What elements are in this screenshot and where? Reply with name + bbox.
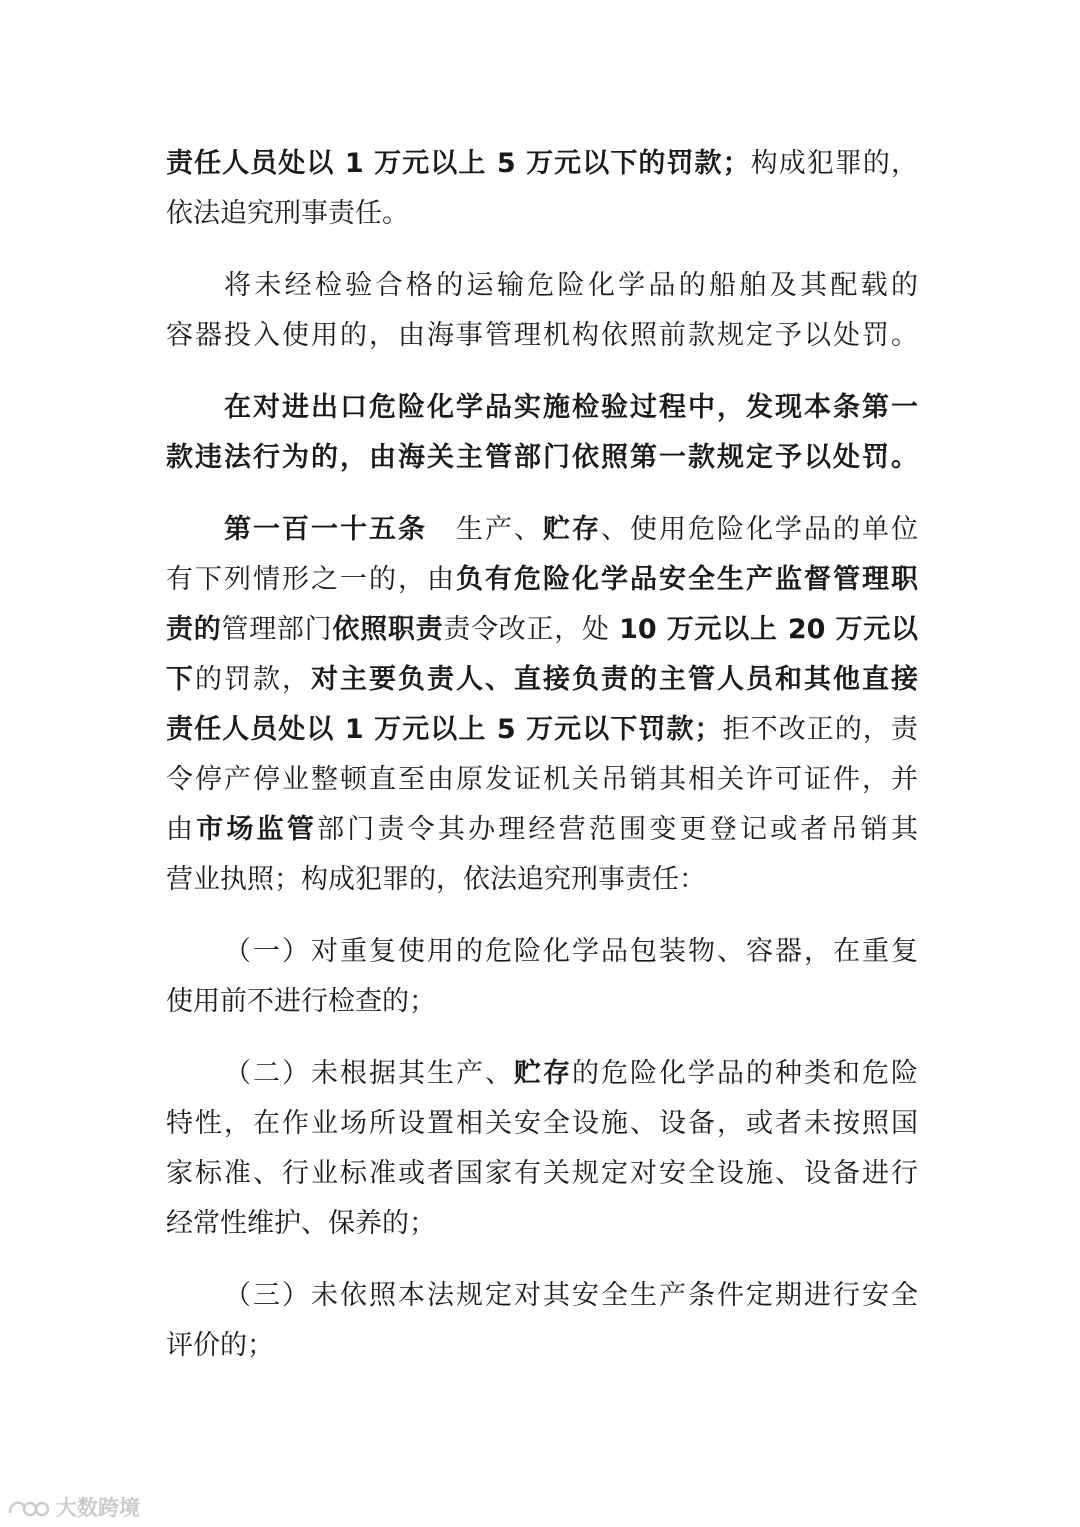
text-line [166, 1099, 918, 1149]
text-run: 有下列情形之一的，由 [166, 564, 456, 595]
list-item-2 [166, 1049, 918, 1249]
bold-run: 下 [166, 664, 195, 695]
paragraph-1 [166, 139, 918, 239]
text-line [166, 189, 918, 239]
text-run: 将未经检验合格的运输危险化学品的船舶及其配载的 [224, 270, 918, 301]
text-run: 的危险化学品的种类和危险 [572, 1058, 918, 1089]
text-run: 令停产停业整顿直至由原发证机关吊销其相关许可证件，并 [166, 764, 918, 795]
text-run: 营业执照；构成犯罪的，依法追究刑事责任： [166, 864, 706, 895]
bold-run: 款违法行为的，由海关主管部门依照第一款规定予以处罚。 [166, 442, 918, 473]
text-line [166, 1321, 918, 1371]
text-run: 责令改正，处 [443, 614, 620, 645]
bold-run: 依照职责 [332, 614, 444, 645]
text-line [166, 1149, 918, 1199]
text-run: 依法追究刑事责任。 [166, 198, 409, 229]
text-line [166, 805, 918, 855]
text-run: 的罚款， [195, 664, 311, 695]
bold-run: 贮存 [543, 514, 601, 545]
text-run: 评价的； [166, 1330, 274, 1361]
text-run: 管理部门 [221, 614, 333, 645]
text-run: 拒不改正的，责 [721, 714, 918, 745]
text-run: 经常性维护、保养的； [166, 1208, 436, 1239]
bold-run: 贮存 [514, 1058, 572, 1089]
watermark [6, 1492, 140, 1522]
bold-run: 负有危险化学品安全生产监督管理职 [456, 564, 918, 595]
paragraph-3 [166, 383, 918, 483]
bold-run: 责的 [166, 614, 222, 645]
text-line [166, 383, 918, 433]
text-line [166, 311, 918, 361]
text-run: 部门责令其办理经营范围变更登记或者吊销其 [317, 814, 918, 845]
article-heading: 第一百一十五条 [224, 514, 456, 545]
bold-run: 对主要负责人、直接负责的主管人员和其他直接 [311, 664, 918, 695]
bold-run: 责任人员处以 1 万元以上 5 万元以下罚款； [166, 714, 722, 745]
text-run: 生产、 [456, 514, 543, 545]
text-line [166, 755, 918, 805]
bold-run: 在对进出口危险化学品实施检验过程中，发现本条第一 [224, 392, 918, 423]
text-run: （三）未依照本法规定对其安全生产条件定期进行安全 [224, 1280, 918, 1311]
text-line [166, 555, 918, 605]
article-115 [166, 505, 918, 905]
text-line [166, 139, 918, 189]
bold-run: 责任人员处以 1 万元以上 5 万元以下的罚款； [166, 148, 750, 179]
text-line [166, 927, 918, 977]
list-item-1 [166, 927, 918, 1027]
text-line [166, 855, 918, 905]
watermark-text: 大数跨境 [56, 1496, 140, 1520]
text-line [166, 977, 918, 1027]
bold-run: 10 万元以上 20 万元以 [619, 614, 918, 645]
text-run: （一）对重复使用的危险化学品包装物、容器，在重复 [224, 936, 918, 967]
logo-icon [6, 1496, 50, 1518]
text-line [166, 261, 918, 311]
text-run: 构成犯罪的， [749, 148, 918, 179]
text-line [166, 605, 918, 655]
text-run: 由 [166, 814, 197, 845]
text-line [166, 433, 918, 483]
paragraph-2 [166, 261, 918, 361]
text-line [166, 505, 918, 555]
text-line [166, 705, 918, 755]
text-run: 、使用危险化学品的单位 [601, 514, 918, 545]
text-run: （二）未根据其生产、 [224, 1058, 514, 1089]
text-run: 容器投入使用的，由海事管理机构依照前款规定予以处罚。 [166, 320, 918, 351]
text-run: 特性，在作业场所设置相关安全设施、设备，或者未按照国 [166, 1108, 918, 1139]
text-line [166, 1049, 918, 1099]
text-line [166, 1271, 918, 1321]
document-page [166, 139, 918, 1371]
text-line [166, 1199, 918, 1249]
bold-run: 市场监管 [196, 814, 318, 845]
list-item-3 [166, 1271, 918, 1371]
text-line [166, 655, 918, 705]
text-run: 使用前不进行检查的； [166, 986, 436, 1017]
text-run: 家标准、行业标准或者国家有关规定对安全设施、设备进行 [166, 1158, 918, 1189]
